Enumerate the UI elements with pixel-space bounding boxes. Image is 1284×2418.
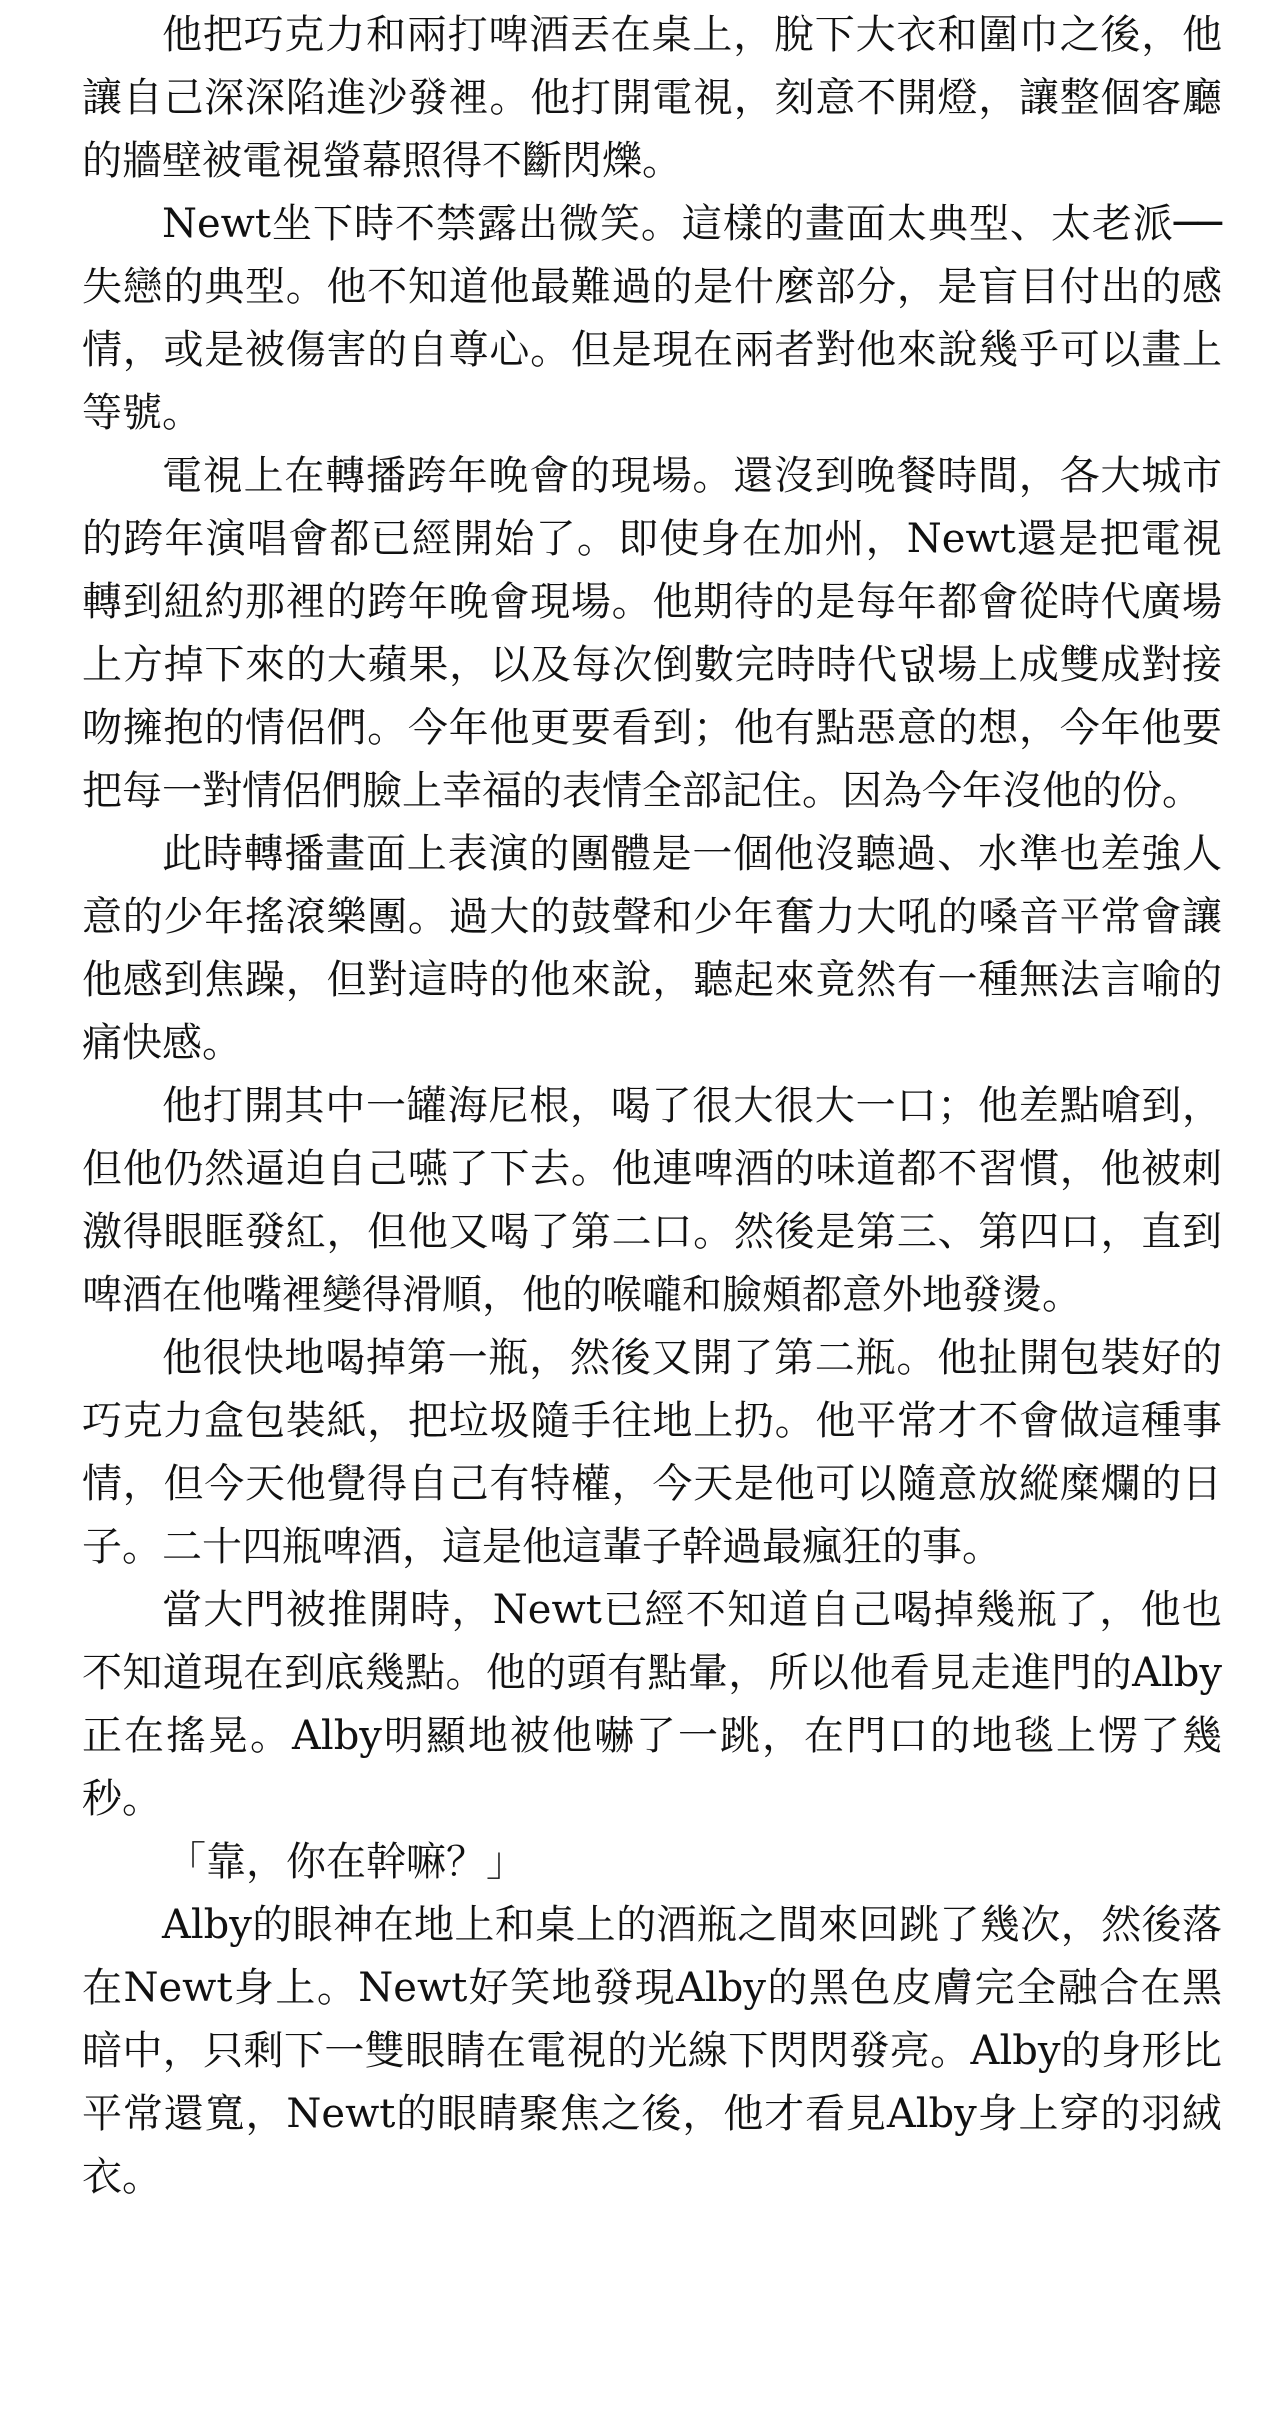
paragraph-6: 他很快地喝掉第一瓶，然後又開了第二瓶。他扯開包裝好的巧克力盒包裝紙，把垃圾隨手往地上扔。他平常才不會做這種事情，但今天他覺得自己有特權，今天是他可以隨意放縱糜爛的日子。二十四瓶啤酒，這是他這輩子幹過最瘋狂的事。 [82,1335,1222,1570]
paragraph-3: 電視上在轉播跨年晚會的現場。還沒到晚餐時間，各大城市的跨年演唱會都已經開始了。即使身在加州，Newt還是把電視轉到紐約那裡的跨年晚會現場。他期待的是每年都會從時代廣場上方掉下來的大蘋果，以及每次倒數完時時代댒場上成雙成對接吻擁抱的情侶們。今年他更要看到；他有點惡意的想，今年他要把每一對情侶們臉上幸福的表情全部記住。因為今年沒他的份。 [82,453,1222,814]
paragraph-7: 當大門被推開時，Newt已經不知道自己喝掉幾瓶了，他也不知道現在到底幾點。他的頭有點暈，所以他看見走進門的Alby正在搖晃。Alby明顯地被他嚇了一跳，在門口的地毯上愣了幾秒。 [82,1587,1222,1822]
paragraph-9: Alby的眼神在地上和桌上的酒瓶之間來回跳了幾次，然後落在Newt身上。Newt好笑地發現Alby的黑色皮膚完全融合在黑暗中，只剩下一雙眼睛在電視的光線下閃閃發亮。Alby的身形比平常還寬，Newt的眼睛聚焦之後，他才看見Alby身上穿的羽絨衣。 [82,1902,1222,2200]
paragraph-5: 他打開其中一罐海尼根，喝了很大很大一口；他差點嗆到，但他仍然逼迫自己嚥了下去。他連啤酒的味道都不習慣，他被刺激得眼眶發紅，但他又喝了第二口。然後是第三、第四口，直到啤酒在他嘴裡變得滑順，他的喉嚨和臉頰都意外地發燙。 [82,1083,1222,1318]
paragraph-1: 他把巧克力和兩打啤酒丟在桌上，脫下大衣和圍巾之後，他讓自己深深陷進沙發裡。他打開電視，刻意不開燈，讓整個客廳的牆壁被電視螢幕照得不斷閃爍。 [82,12,1222,184]
paragraph-4: 此時轉播畫面上表演的團體是一個他沒聽過、水準也差強人意的少年搖滾樂團。過大的鼓聲和少年奮力大吼的嗓音平常會讓他感到焦躁，但對這時的他來說，聽起來竟然有一種無法言喻的痛快感。 [82,831,1222,1066]
paragraph-2: Newt坐下時不禁露出微笑。這樣的畫面太典型、太老派──失戀的典型。他不知道他最難過的是什麼部分，是盲目付出的感情，或是被傷害的自尊心。但是現在兩者對他來說幾乎可以畫上等號。 [82,201,1222,436]
document-page [82,4,1222,2209]
dialogue-line: 「靠，你在幹嘛？」 [166,1839,526,1885]
